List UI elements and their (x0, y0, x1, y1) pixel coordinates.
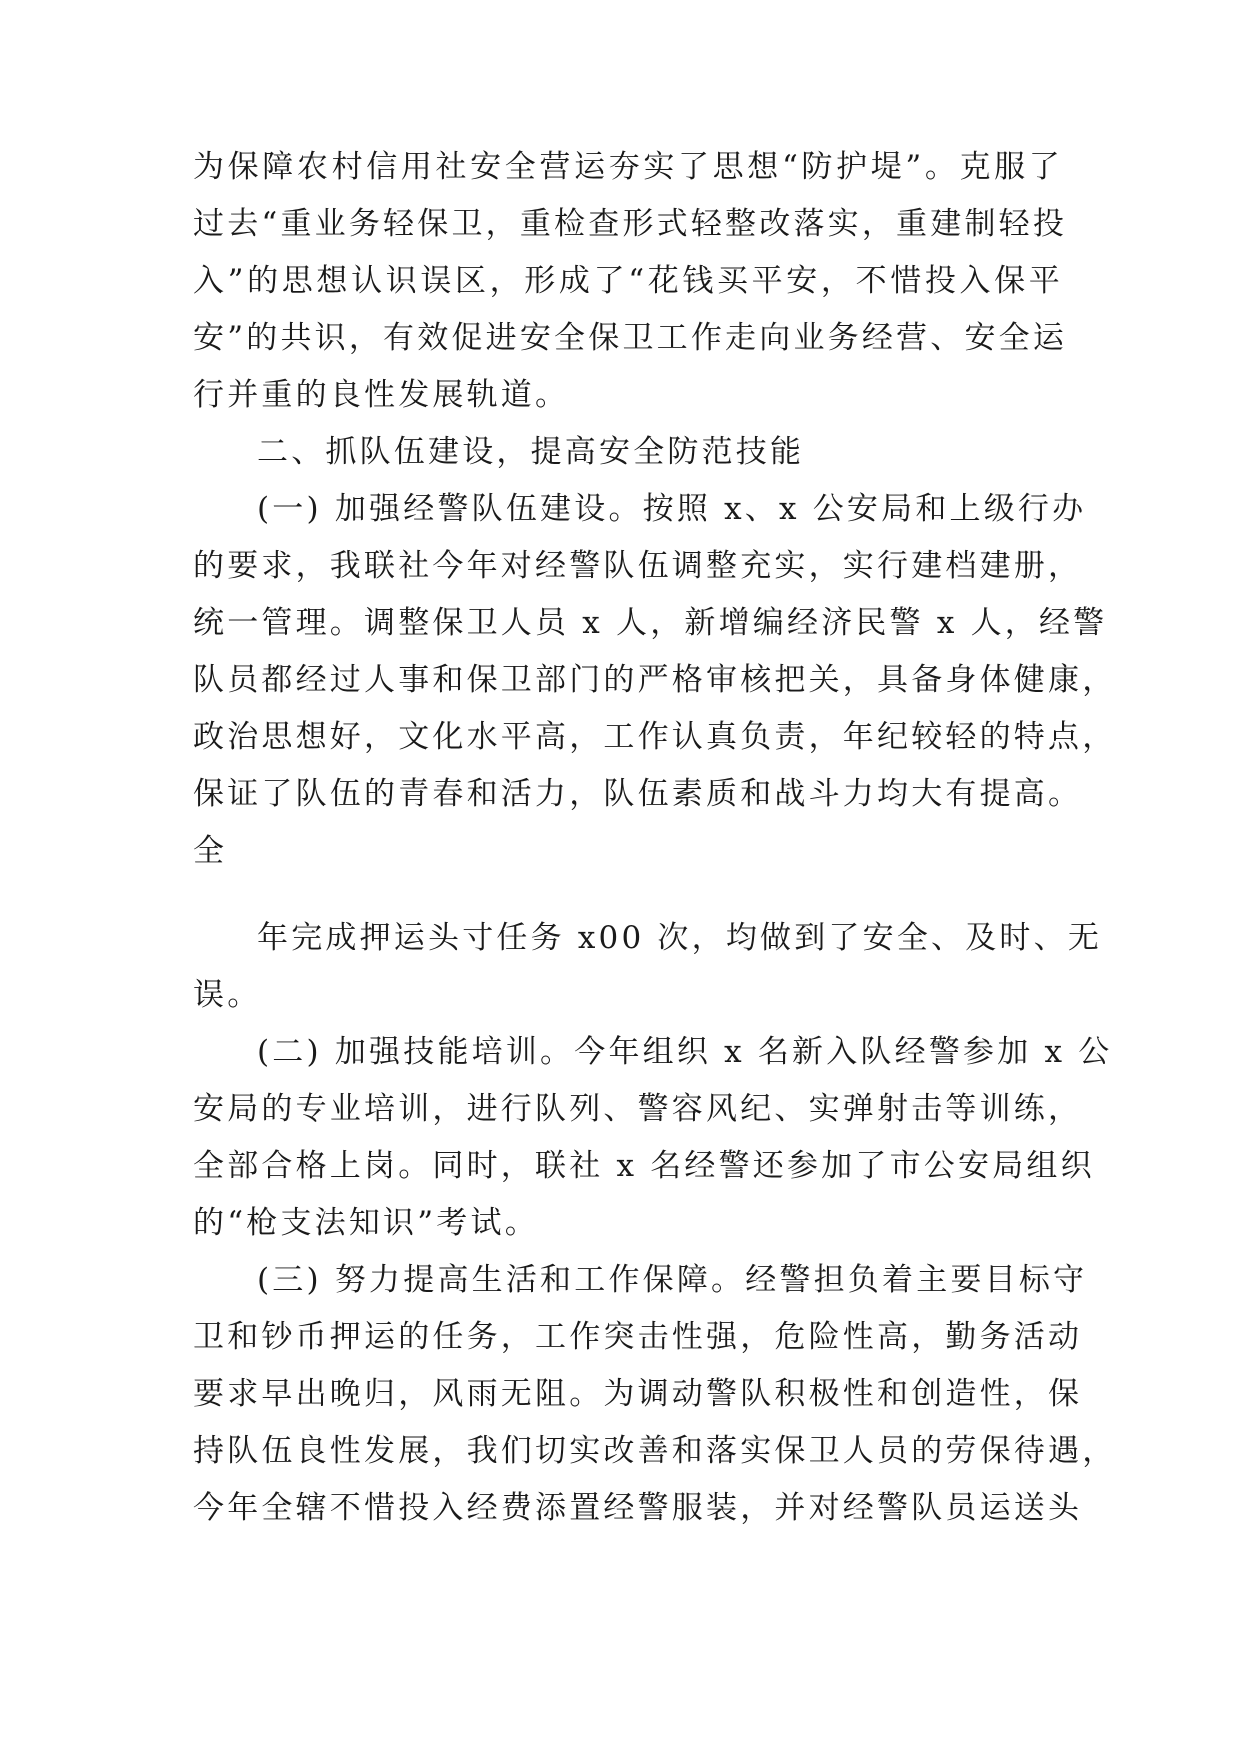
paragraph-line: 为保障农村信用社安全营运夯实了思想“防护堤”。克服了 (193, 149, 1063, 185)
paragraph-line: 误。 (193, 977, 262, 1013)
paragraph-line: 的“枪支法知识”考试。 (193, 1205, 539, 1241)
paragraph-line: 今年全辖不惜投入经费添置经警服装，并对经警队员运送头 (193, 1490, 1083, 1526)
paragraph-line: 全 (193, 833, 228, 869)
paragraph-line: 安局的专业培训，进行队列、警容风纪、实弹射击等训练， (193, 1091, 1083, 1127)
paragraph-line: 过去“重业务轻保卫，重检查形式轻整改落实，重建制轻投 (193, 206, 1068, 242)
paragraph-line: 要求早出晚归，风雨无阻。为调动警队积极性和创造性，保 (193, 1376, 1083, 1412)
paragraph-line: 持队伍良性发展，我们切实改善和落实保卫人员的劳保待遇， (193, 1433, 1117, 1469)
paragraph-line: (二) 加强技能培训。今年组织 x 名新入队经警参加 x 公 (257, 1034, 1113, 1070)
paragraph-line: 统一管理。调整保卫人员 x 人，新增编经济民警 x 人，经警 (193, 605, 1108, 641)
paragraph-line: 政治思想好，文化水平高，工作认真负责，年纪较轻的特点， (193, 719, 1117, 755)
paragraph-line: 的要求，我联社今年对经警队伍调整充实，实行建档建册， (193, 548, 1083, 584)
paragraph-line: 队员都经过人事和保卫部门的严格审核把关，具备身体健康， (193, 662, 1117, 698)
paragraph-line: 全部合格上岗。同时，联社 x 名经警还参加了市公安局组织 (193, 1148, 1095, 1184)
paragraph-line: 年完成押运头寸任务 x00 次，均做到了安全、及时、无 (257, 920, 1103, 956)
paragraph-line: (一) 加强经警队伍建设。按照 x、x 公安局和上级行办 (257, 491, 1087, 527)
section-heading: 二、抓队伍建设，提高安全防范技能 (257, 434, 805, 470)
paragraph-line: 入”的思想认识误区，形成了“花钱买平安，不惜投入保平 (193, 263, 1063, 299)
paragraph-line: (三) 努力提高生活和工作保障。经警担负着主要目标守 (257, 1262, 1088, 1298)
paragraph-line: 保证了队伍的青春和活力，队伍素质和战斗力均大有提高。 (193, 776, 1083, 812)
paragraph-line: 卫和钞币押运的任务，工作突击性强，危险性高，勤务活动 (193, 1319, 1083, 1355)
paragraph-line: 安”的共识，有效促进安全保卫工作走向业务经营、安全运 (193, 320, 1068, 356)
paragraph-line: 行并重的良性发展轨道。 (193, 377, 570, 413)
